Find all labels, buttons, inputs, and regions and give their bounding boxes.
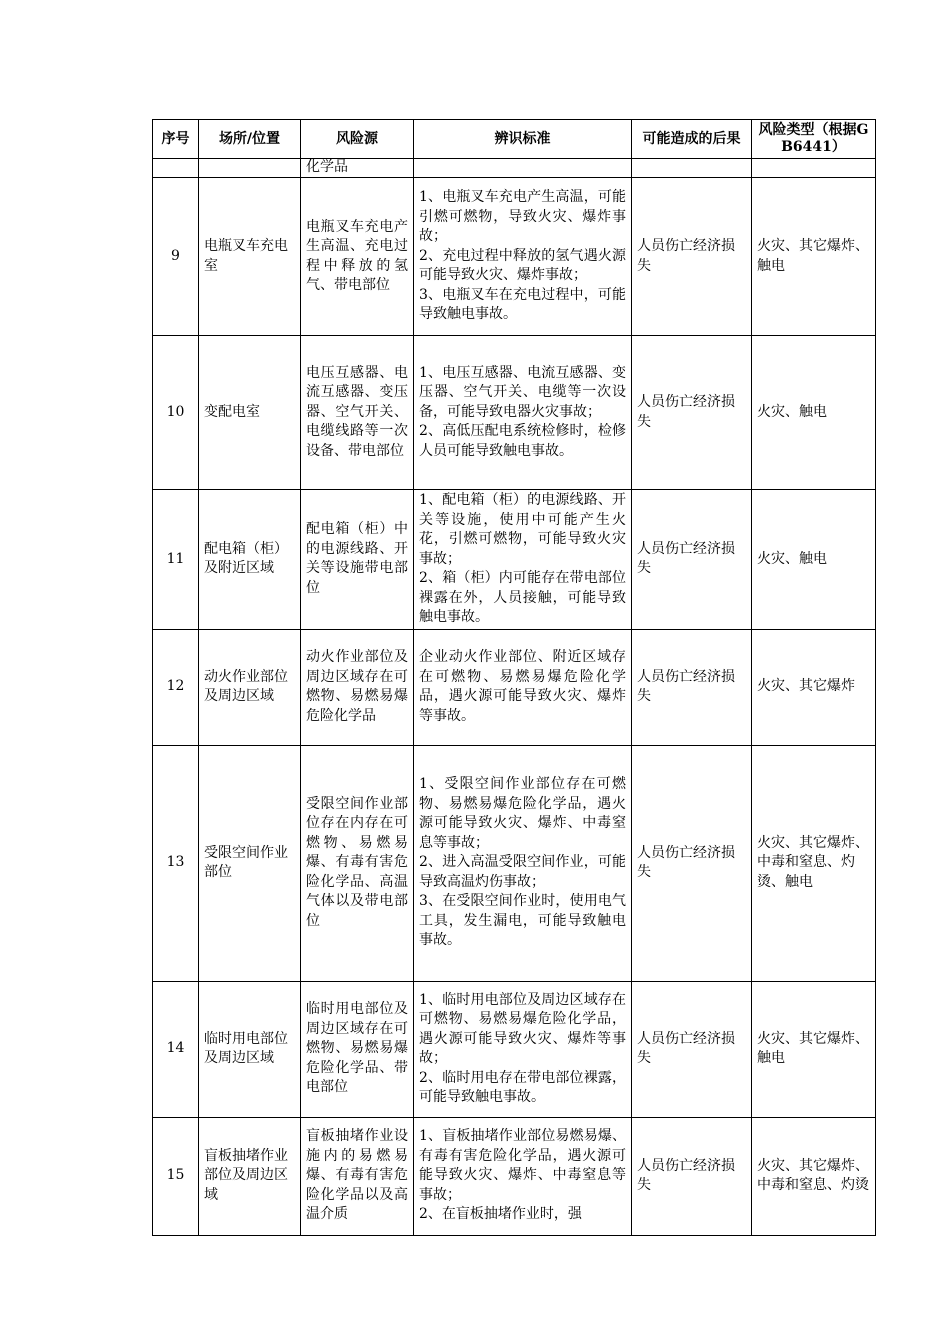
row-source: 电瓶叉车充电产生高温、充电过程中释放的氢气、带电部位 <box>301 178 414 336</box>
row-type: 火灾、其它爆炸、中毒和窒息、灼烫、触电 <box>752 745 876 981</box>
text-line: 1、盲板抽堵作业部位易燃易爆、有毒有害危险化学品，遇火源可能导致火灾、爆炸、中毒窒息等事故； <box>419 1128 626 1203</box>
continuation-row <box>153 159 876 178</box>
row-no: 12 <box>153 629 199 745</box>
cont-no <box>153 159 199 178</box>
text-line: 1、临时用电部位及周边区域存在可燃物、易燃易爆危险化学品，遇火源可能导致火灾、爆炸等事故； <box>419 991 626 1066</box>
table-row <box>153 336 876 490</box>
row-no: 14 <box>153 981 199 1117</box>
text-line: 1、受限空间作业部位存在可燃物、易燃易爆危险化学品，遇火源可能导致火灾、爆炸、中毒窒息等事故； <box>419 776 626 851</box>
text-line: 1、配电箱（柜）的电源线路、开关等设施，使用中可能产生火花，引燃可燃物，可能导致火灾事故； <box>419 492 626 567</box>
cont-type <box>752 159 876 178</box>
table-row <box>153 745 876 981</box>
header-type: 风险类型（根据GB6441） <box>752 120 876 159</box>
cont-source: 化学品 <box>301 159 414 178</box>
row-consequence: 人员伤亡经济损失 <box>632 1117 752 1235</box>
table-row <box>153 490 876 630</box>
row-no: 9 <box>153 178 199 336</box>
row-place: 电瓶叉车充电室 <box>199 178 301 336</box>
cont-consequence <box>632 159 752 178</box>
header-place: 场所/位置 <box>199 120 301 159</box>
row-consequence: 人员伤亡经济损失 <box>632 629 752 745</box>
text-line: 2、箱（柜）内可能存在带电部位裸露在外，人员接触，可能导致触电事故。 <box>419 570 626 625</box>
row-criteria <box>414 178 632 336</box>
row-criteria <box>414 336 632 490</box>
header-consequence: 可能造成的后果 <box>632 120 752 159</box>
row-type: 火灾、触电 <box>752 490 876 630</box>
text-line: 2、充电过程中释放的氢气遇火源可能导致火灾、爆炸事故； <box>419 247 626 284</box>
text-line: 2、在盲板抽堵作业时，强 <box>419 1206 582 1223</box>
text-line: 1、电压互感器、电流互感器、变压器、空气开关、电缆等一次设备，可能导致电器火灾事故； <box>419 364 626 420</box>
row-type: 火灾、其它爆炸、触电 <box>752 981 876 1117</box>
row-no: 13 <box>153 745 199 981</box>
header-criteria: 辨识标准 <box>414 120 632 159</box>
row-place: 配电箱（柜）及附近区域 <box>199 490 301 630</box>
row-criteria <box>414 1117 632 1235</box>
row-consequence: 人员伤亡经济损失 <box>632 745 752 981</box>
text-line: 2、临时用电存在带电部位裸露，可能导致触电事故。 <box>419 1069 626 1105</box>
row-consequence: 人员伤亡经济损失 <box>632 336 752 490</box>
row-source: 配电箱（柜）中的电源线路、开关等设施带电部位 <box>301 490 414 630</box>
row-no: 11 <box>153 490 199 630</box>
row-no: 10 <box>153 336 199 490</box>
text-line: 1、电瓶叉车充电产生高温，可能引燃可燃物，导致火灾、爆炸事故； <box>419 189 626 245</box>
row-consequence: 人员伤亡经济损失 <box>632 981 752 1117</box>
header-row <box>153 120 876 159</box>
row-type: 火灾、其它爆炸、触电 <box>752 178 876 336</box>
text-line: 3、电瓶叉车在充电过程中，可能导致触电事故。 <box>419 286 626 323</box>
row-source: 受限空间作业部位存在内存在可燃物、易燃易爆、有毒有害危险化学品、高温气体以及带电部位 <box>301 745 414 981</box>
row-source: 盲板抽堵作业设施内的易燃易爆、有毒有害危险化学品以及高温介质 <box>301 1117 414 1235</box>
row-type: 火灾、其它爆炸、中毒和窒息、灼烫 <box>752 1117 876 1235</box>
risk-table <box>152 119 876 1236</box>
row-type: 火灾、触电 <box>752 336 876 490</box>
text-line: 2、进入高温受限空间作业，可能导致高温灼伤事故； <box>419 854 626 890</box>
table-row <box>153 178 876 336</box>
row-place: 临时用电部位及周边区域 <box>199 981 301 1117</box>
row-source: 动火作业部位及周边区域存在可燃物、易燃易爆危险化学品 <box>301 629 414 745</box>
row-source: 临时用电部位及周边区域存在可燃物、易燃易爆危险化学品、带电部位 <box>301 981 414 1117</box>
table-row <box>153 981 876 1117</box>
text-line: 3、在受限空间作业时，使用电气工具，发生漏电，可能导致触电事故。 <box>419 893 626 949</box>
row-place: 变配电室 <box>199 336 301 490</box>
row-no: 15 <box>153 1117 199 1235</box>
header-source: 风险源 <box>301 120 414 159</box>
row-consequence: 人员伤亡经济损失 <box>632 490 752 630</box>
text-line: 2、高低压配电系统检修时，检修人员可能导致触电事故。 <box>419 423 626 459</box>
table-row <box>153 629 876 745</box>
row-place: 动火作业部位及周边区域 <box>199 629 301 745</box>
row-type: 火灾、其它爆炸 <box>752 629 876 745</box>
table-row <box>153 1117 876 1235</box>
row-consequence: 人员伤亡经济损失 <box>632 178 752 336</box>
cont-place <box>199 159 301 178</box>
row-criteria <box>414 490 632 630</box>
row-source: 电压互感器、电流互感器、变压器、空气开关、电缆线路等一次设备、带电部位 <box>301 336 414 490</box>
cont-criteria <box>414 159 632 178</box>
row-criteria: 企业动火作业部位、附近区域存在可燃物、易燃易爆危险化学品，遇火源可能导致火灾、爆炸等事故。 <box>414 629 632 745</box>
row-place: 受限空间作业部位 <box>199 745 301 981</box>
row-criteria <box>414 981 632 1117</box>
header-no: 序号 <box>153 120 199 159</box>
row-place: 盲板抽堵作业部位及周边区域 <box>199 1117 301 1235</box>
row-criteria <box>414 745 632 981</box>
